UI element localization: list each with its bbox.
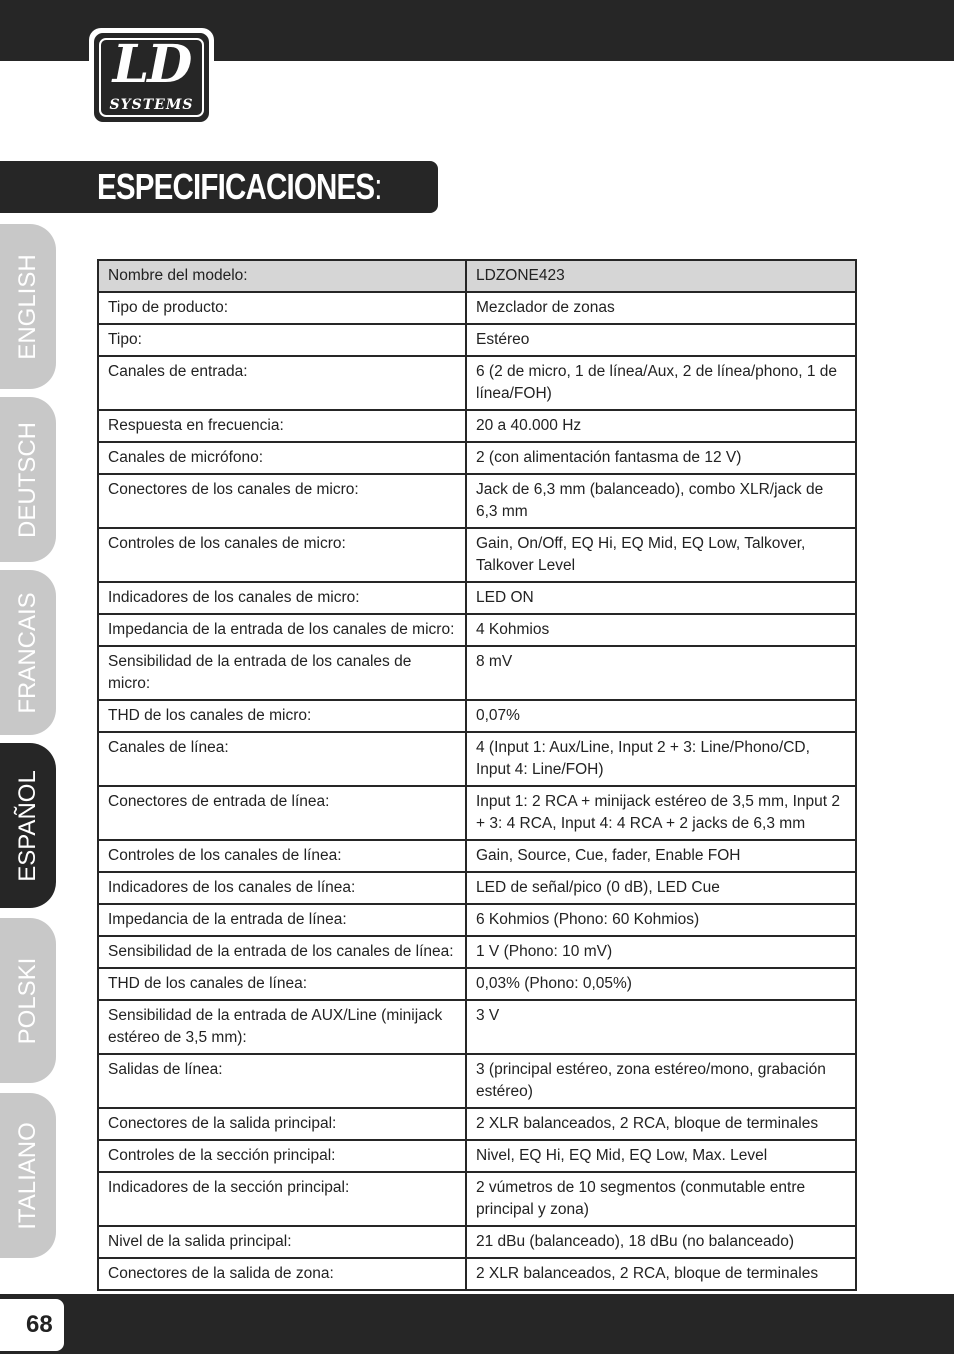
spec-key: THD de los canales de micro: <box>98 700 466 732</box>
spec-key: Impedancia de la entrada de los canales de micro: <box>98 614 466 646</box>
table-row <box>98 292 856 324</box>
table-row <box>98 840 856 872</box>
spec-value: Input 1: 2 RCA + minijack estéreo de 3,5 mm, Input 2 + 3: 4 RCA, Input 4: 4 RCA + 2 jacks de 6,3 mm <box>466 786 856 840</box>
table-row <box>98 260 856 292</box>
spec-key: Impedancia de la entrada de línea: <box>98 904 466 936</box>
page-title <box>97 167 382 207</box>
specifications-table <box>97 259 857 1291</box>
table-row <box>98 732 856 786</box>
table-row <box>98 936 856 968</box>
spec-value: 3 V <box>466 1000 856 1054</box>
spec-key: Sensibilidad de la entrada de AUX/Line (minijack estéreo de 3,5 mm): <box>98 1000 466 1054</box>
spec-key: Respuesta en frecuencia: <box>98 410 466 442</box>
table-row <box>98 1054 856 1108</box>
table-row <box>98 1226 856 1258</box>
page-title-text: ESPECIFICACIONES <box>97 166 375 207</box>
table-row <box>98 700 856 732</box>
table-row <box>98 324 856 356</box>
spec-key: Controles de la sección principal: <box>98 1140 466 1172</box>
spec-key: Sensibilidad de la entrada de los canales de micro: <box>98 646 466 700</box>
spec-value: Gain, Source, Cue, fader, Enable FOH <box>466 840 856 872</box>
table-row <box>98 1000 856 1054</box>
spec-key: Salidas de línea: <box>98 1054 466 1108</box>
table-row <box>98 356 856 410</box>
spec-value: Gain, On/Off, EQ Hi, EQ Mid, EQ Low, Talkover, Talkover Level <box>466 528 856 582</box>
spec-key: Nombre del modelo: <box>98 260 466 292</box>
table-row <box>98 410 856 442</box>
spec-value: LDZONE423 <box>466 260 856 292</box>
table-row <box>98 442 856 474</box>
logo-badge <box>94 33 209 122</box>
spec-key: Controles de los canales de micro: <box>98 528 466 582</box>
tab-polski[interactable] <box>0 918 56 1083</box>
page-number-box <box>0 1299 64 1351</box>
tab-francais-label: FRANCAIS <box>14 591 41 714</box>
spec-key: Conectores de entrada de línea: <box>98 786 466 840</box>
spec-value: LED de señal/pico (0 dB), LED Cue <box>466 872 856 904</box>
tab-english-label: ENGLISH <box>14 253 41 360</box>
tab-francais[interactable] <box>0 570 56 735</box>
spec-value: 2 vúmetros de 10 segmentos (conmutable entre principal y zona) <box>466 1172 856 1226</box>
ld-systems-logo <box>89 28 214 127</box>
table-row <box>98 786 856 840</box>
table-row <box>98 1140 856 1172</box>
table-row <box>98 872 856 904</box>
spec-key: Canales de línea: <box>98 732 466 786</box>
spec-value: LED ON <box>466 582 856 614</box>
spec-key: Canales de entrada: <box>98 356 466 410</box>
table-row <box>98 646 856 700</box>
spec-key: Nivel de la salida principal: <box>98 1226 466 1258</box>
spec-key: Indicadores de los canales de línea: <box>98 872 466 904</box>
title-bar <box>0 161 438 213</box>
table-row <box>98 968 856 1000</box>
spec-value: Nivel, EQ Hi, EQ Mid, EQ Low, Max. Level <box>466 1140 856 1172</box>
spec-value: Jack de 6,3 mm (balanceado), combo XLR/jack de 6,3 mm <box>466 474 856 528</box>
spec-key: Conectores de la salida de zona: <box>98 1258 466 1290</box>
tab-deutsch[interactable] <box>0 397 56 562</box>
spec-key: Canales de micrófono: <box>98 442 466 474</box>
spec-value: Mezclador de zonas <box>466 292 856 324</box>
tab-espanol-label: ESPAÑOL <box>14 769 41 882</box>
table-row <box>98 528 856 582</box>
spec-value: 2 XLR balanceados, 2 RCA, bloque de terminales <box>466 1258 856 1290</box>
table-row <box>98 1172 856 1226</box>
tab-espanol[interactable] <box>0 743 56 908</box>
spec-key: Tipo de producto: <box>98 292 466 324</box>
spec-key: Conectores de la salida principal: <box>98 1108 466 1140</box>
spec-key: Indicadores de los canales de micro: <box>98 582 466 614</box>
bottom-bar <box>0 1294 954 1354</box>
page-number: 68 <box>26 1311 53 1338</box>
tab-polski-label: POLSKI <box>14 957 41 1044</box>
page-title-colon: : <box>374 166 382 207</box>
spec-value: 20 a 40.000 Hz <box>466 410 856 442</box>
tab-italiano-label: ITALIANO <box>14 1121 41 1230</box>
spec-value: 4 (Input 1: Aux/Line, Input 2 + 3: Line/Phono/CD, Input 4: Line/FOH) <box>466 732 856 786</box>
table-row <box>98 1258 856 1290</box>
spec-value: 8 mV <box>466 646 856 700</box>
table-row <box>98 904 856 936</box>
logo-sub-text: SYSTEMS <box>109 97 194 113</box>
spec-key: Sensibilidad de la entrada de los canales de línea: <box>98 936 466 968</box>
spec-value: 3 (principal estéreo, zona estéreo/mono, grabación estéreo) <box>466 1054 856 1108</box>
spec-key: Tipo: <box>98 324 466 356</box>
tab-english[interactable] <box>0 224 56 389</box>
spec-value: 0,03% (Phono: 0,05%) <box>466 968 856 1000</box>
spec-key: THD de los canales de línea: <box>98 968 466 1000</box>
spec-value: 21 dBu (balanceado), 18 dBu (no balanceado) <box>466 1226 856 1258</box>
spec-key: Controles de los canales de línea: <box>98 840 466 872</box>
table-row <box>98 1108 856 1140</box>
spec-value: 0,07% <box>466 700 856 732</box>
spec-key: Conectores de los canales de micro: <box>98 474 466 528</box>
spec-value: 2 (con alimentación fantasma de 12 V) <box>466 442 856 474</box>
tab-italiano[interactable] <box>0 1093 56 1258</box>
spec-value: 6 (2 de micro, 1 de línea/Aux, 2 de línea/phono, 1 de línea/FOH) <box>466 356 856 410</box>
spec-value: 2 XLR balanceados, 2 RCA, bloque de terminales <box>466 1108 856 1140</box>
table-row <box>98 614 856 646</box>
spec-value: 6 Kohmios (Phono: 60 Kohmios) <box>466 904 856 936</box>
tab-deutsch-label: DEUTSCH <box>14 421 41 538</box>
table-row <box>98 582 856 614</box>
table-row <box>98 474 856 528</box>
spec-value: 1 V (Phono: 10 mV) <box>466 936 856 968</box>
spec-value: 4 Kohmios <box>466 614 856 646</box>
spec-value: Estéreo <box>466 324 856 356</box>
logo-main-text: LD <box>112 34 191 95</box>
spec-key: Indicadores de la sección principal: <box>98 1172 466 1226</box>
